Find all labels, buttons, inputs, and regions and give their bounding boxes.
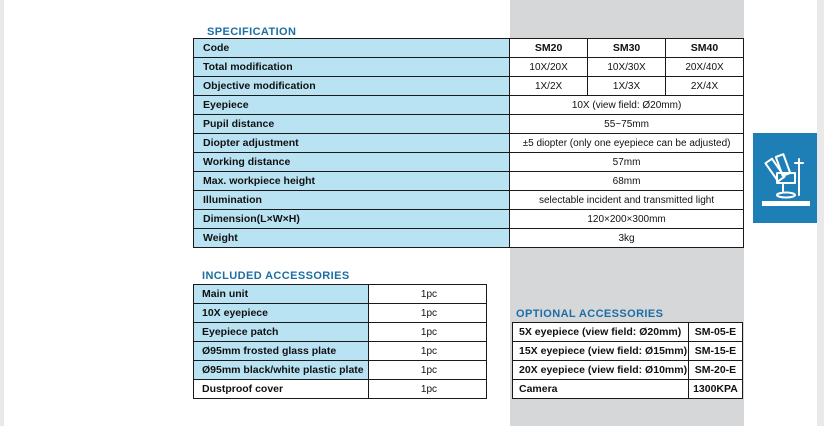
optional-item: 15X eyepiece (view field: Ø15mm): [513, 342, 689, 361]
accessory-qty: 1pc: [368, 342, 486, 361]
spec-header-label: Code: [194, 39, 510, 58]
spec-value: 2X/4X: [666, 77, 744, 96]
optional-row: [513, 342, 743, 361]
spec-value: selectable incident and transmitted light: [510, 191, 744, 210]
spec-row: [194, 58, 744, 77]
accessory-row: [194, 342, 487, 361]
model-sm40: SM40: [666, 39, 744, 58]
spec-label: Dimension(L×W×H): [194, 210, 510, 229]
optional-row: [513, 361, 743, 380]
spec-label: Weight: [194, 229, 510, 248]
spec-label: Eyepiece: [194, 96, 510, 115]
spec-label: Pupil distance: [194, 115, 510, 134]
specification-title: SPECIFICATION: [207, 26, 297, 38]
accessory-item: Ø95mm frosted glass plate: [194, 342, 369, 361]
spec-value: 1X/3X: [588, 77, 666, 96]
accessory-item: Dustproof cover: [194, 380, 369, 399]
spec-label: Max. workpiece height: [194, 172, 510, 191]
included-accessories-title: INCLUDED ACCESSORIES: [202, 270, 350, 282]
spec-row: [194, 172, 744, 191]
spec-value: 55~75mm: [510, 115, 744, 134]
spec-label: Illumination: [194, 191, 510, 210]
spec-value: 20X/40X: [666, 58, 744, 77]
spec-label: Diopter adjustment: [194, 134, 510, 153]
optional-item: Camera: [513, 380, 689, 399]
optional-item: 20X eyepiece (view field: Ø10mm): [513, 361, 689, 380]
spec-value: 10X (view field: Ø20mm): [510, 96, 744, 115]
side-tab: [753, 133, 817, 223]
spec-value: 3kg: [510, 229, 744, 248]
spec-value: 57mm: [510, 153, 744, 172]
accessory-row: [194, 380, 487, 399]
spec-label: Total modification: [194, 58, 510, 77]
included-accessories-table: [193, 284, 487, 399]
accessory-item: 10X eyepiece: [194, 304, 369, 323]
optional-code: SM-20-E: [688, 361, 742, 380]
spec-row: [194, 210, 744, 229]
spec-row: [194, 96, 744, 115]
accessory-row: [194, 361, 487, 380]
spec-value: 68mm: [510, 172, 744, 191]
optional-code: SM-05-E: [688, 323, 742, 342]
accessory-item: Main unit: [194, 285, 369, 304]
spec-row: [194, 229, 744, 248]
optional-code: 1300KPA: [688, 380, 742, 399]
spec-row: [194, 115, 744, 134]
spec-value: 1X/2X: [510, 77, 588, 96]
spec-label: Working distance: [194, 153, 510, 172]
optional-code: SM-15-E: [688, 342, 742, 361]
accessory-row: [194, 304, 487, 323]
optional-row: [513, 323, 743, 342]
microscope-icon: [753, 133, 817, 223]
optional-item: 5X eyepiece (view field: Ø20mm): [513, 323, 689, 342]
accessory-qty: 1pc: [368, 380, 486, 399]
accessory-qty: 1pc: [368, 285, 486, 304]
catalog-page: [4, 0, 817, 426]
accessory-qty: 1pc: [368, 323, 486, 342]
optional-accessories-title: OPTIONAL ACCESSORIES: [516, 308, 664, 320]
spec-row: [194, 77, 744, 96]
spec-row: [194, 134, 744, 153]
optional-row: [513, 380, 743, 399]
accessory-row: [194, 285, 487, 304]
accessory-item: Eyepiece patch: [194, 323, 369, 342]
spec-row: [194, 153, 744, 172]
spec-value: 10X/20X: [510, 58, 588, 77]
optional-accessories-table: [512, 322, 743, 399]
spec-value: 120×200×300mm: [510, 210, 744, 229]
accessory-row: [194, 323, 487, 342]
spec-value: ±5 diopter (only one eyepiece can be adjusted): [510, 134, 744, 153]
spec-row: [194, 191, 744, 210]
accessory-qty: 1pc: [368, 361, 486, 380]
spec-label: Objective modification: [194, 77, 510, 96]
model-sm20: SM20: [510, 39, 588, 58]
model-sm30: SM30: [588, 39, 666, 58]
accessory-qty: 1pc: [368, 304, 486, 323]
accessory-item: Ø95mm black/white plastic plate: [194, 361, 369, 380]
spec-value: 10X/30X: [588, 58, 666, 77]
spec-header-row: [194, 39, 744, 58]
specification-table: [193, 38, 744, 248]
